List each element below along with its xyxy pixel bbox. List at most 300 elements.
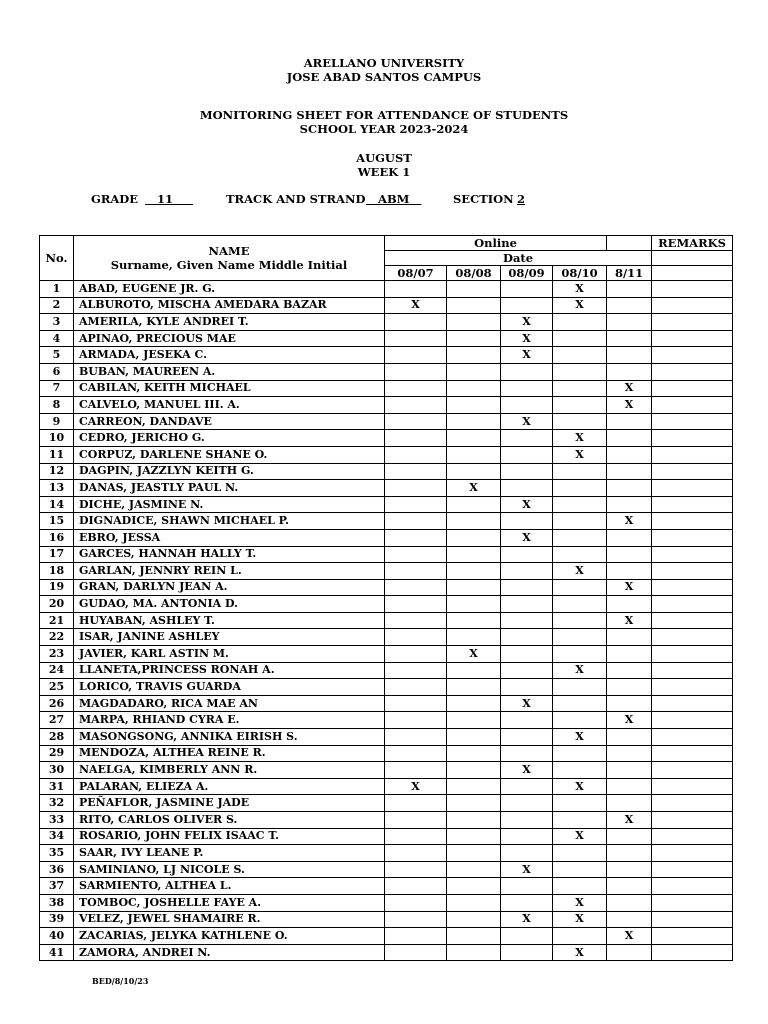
- attendance-mark: [447, 911, 501, 928]
- attendance-mark: X: [447, 646, 501, 663]
- table-row: [40, 878, 733, 895]
- student-name: CARREON, DANDAVE: [74, 413, 385, 430]
- attendance-mark: [385, 529, 447, 546]
- student-name: SAAR, IVY LEANE P.: [74, 845, 385, 862]
- attendance-mark: [501, 745, 553, 762]
- col-header-name: [74, 236, 385, 281]
- attendance-mark: [447, 861, 501, 878]
- remarks-cell: [652, 679, 733, 696]
- attendance-mark: [385, 812, 447, 829]
- attendance-mark: [501, 363, 553, 380]
- attendance-mark: [553, 413, 607, 430]
- remarks-cell: [652, 944, 733, 961]
- student-name: CABILAN, KEITH MICHAEL: [74, 380, 385, 397]
- student-name: PEÑAFLOR, JASMINE JADE: [74, 795, 385, 812]
- table-row: [40, 297, 733, 314]
- col-header-remarks: REMARKS: [652, 236, 733, 251]
- attendance-mark: [385, 695, 447, 712]
- attendance-mark: X: [501, 762, 553, 779]
- student-name: AMERILA, KYLE ANDREI T.: [74, 314, 385, 331]
- row-number: 37: [40, 878, 74, 895]
- student-name: EBRO, JESSA: [74, 529, 385, 546]
- remarks-cell: [652, 397, 733, 414]
- attendance-mark: [553, 712, 607, 729]
- attendance-mark: [607, 596, 652, 613]
- attendance-mark: [501, 878, 553, 895]
- remarks-cell: [652, 347, 733, 364]
- row-number: 7: [40, 380, 74, 397]
- attendance-mark: [607, 529, 652, 546]
- attendance-mark: [385, 612, 447, 629]
- attendance-mark: [501, 397, 553, 414]
- attendance-mark: [385, 745, 447, 762]
- attendance-mark: [385, 894, 447, 911]
- student-name: APINAO, PRECIOUS MAE: [74, 330, 385, 347]
- table-row: [40, 911, 733, 928]
- row-number: 10: [40, 430, 74, 447]
- attendance-mark: [447, 612, 501, 629]
- attendance-mark: [447, 513, 501, 530]
- attendance-mark: [385, 363, 447, 380]
- attendance-mark: X: [553, 778, 607, 795]
- attendance-mark: [385, 679, 447, 696]
- attendance-mark: [607, 795, 652, 812]
- attendance-mark: X: [553, 563, 607, 580]
- table-row: [40, 380, 733, 397]
- row-number: 1: [40, 281, 74, 298]
- date-col-4: 8/11: [607, 266, 652, 281]
- attendance-mark: [447, 695, 501, 712]
- attendance-mark: [447, 314, 501, 331]
- attendance-mark: [385, 845, 447, 862]
- attendance-mark: [385, 928, 447, 945]
- row-number: 28: [40, 729, 74, 746]
- attendance-mark: X: [501, 496, 553, 513]
- attendance-mark: [385, 513, 447, 530]
- attendance-mark: [607, 845, 652, 862]
- row-number: 11: [40, 446, 74, 463]
- attendance-mark: X: [607, 579, 652, 596]
- table-row: [40, 629, 733, 646]
- row-number: 30: [40, 762, 74, 779]
- attendance-mark: [607, 646, 652, 663]
- attendance-mark: [385, 861, 447, 878]
- attendance-mark: [607, 861, 652, 878]
- attendance-mark: [553, 330, 607, 347]
- student-name: GUDAO, MA. ANTONIA D.: [74, 596, 385, 613]
- row-number: 19: [40, 579, 74, 596]
- row-number: 39: [40, 911, 74, 928]
- attendance-mark: [385, 330, 447, 347]
- table-row: [40, 281, 733, 298]
- attendance-mark: [447, 828, 501, 845]
- attendance-mark: X: [607, 812, 652, 829]
- student-name: JAVIER, KARL ASTIN M.: [74, 646, 385, 663]
- attendance-mark: [385, 496, 447, 513]
- attendance-mark: [501, 297, 553, 314]
- remarks-cell: [652, 363, 733, 380]
- attendance-mark: [385, 646, 447, 663]
- attendance-mark: [553, 878, 607, 895]
- attendance-mark: [553, 762, 607, 779]
- row-number: 16: [40, 529, 74, 546]
- table-row: [40, 347, 733, 364]
- col-header-blank: [607, 236, 652, 251]
- student-name: DICHE, JASMINE N.: [74, 496, 385, 513]
- attendance-mark: [607, 546, 652, 563]
- table-row: [40, 579, 733, 596]
- attendance-mark: [607, 347, 652, 364]
- attendance-mark: [385, 911, 447, 928]
- row-number: 18: [40, 563, 74, 580]
- remarks-cell: [652, 778, 733, 795]
- remarks-cell: [652, 463, 733, 480]
- student-name: MARPA, RHIAND CYRA E.: [74, 712, 385, 729]
- attendance-mark: [607, 314, 652, 331]
- attendance-mark: [607, 729, 652, 746]
- row-number: 32: [40, 795, 74, 812]
- table-row: [40, 397, 733, 414]
- student-name: DAGPIN, JAZZLYN KEITH G.: [74, 463, 385, 480]
- attendance-mark: [553, 529, 607, 546]
- attendance-mark: [447, 795, 501, 812]
- attendance-mark: [385, 380, 447, 397]
- track-value: ABM: [378, 192, 410, 206]
- attendance-mark: [607, 778, 652, 795]
- attendance-mark: [447, 662, 501, 679]
- table-row: [40, 463, 733, 480]
- row-number: 34: [40, 828, 74, 845]
- row-number: 21: [40, 612, 74, 629]
- attendance-mark: X: [501, 330, 553, 347]
- student-name: BUBAN, MAUREEN A.: [74, 363, 385, 380]
- row-number: 17: [40, 546, 74, 563]
- row-number: 12: [40, 463, 74, 480]
- attendance-mark: X: [553, 944, 607, 961]
- attendance-mark: [607, 894, 652, 911]
- table-row: [40, 778, 733, 795]
- row-number: 23: [40, 646, 74, 663]
- attendance-mark: [553, 928, 607, 945]
- attendance-mark: [501, 563, 553, 580]
- attendance-mark: [501, 944, 553, 961]
- attendance-mark: [447, 745, 501, 762]
- table-row: [40, 330, 733, 347]
- attendance-mark: [447, 679, 501, 696]
- row-number: 31: [40, 778, 74, 795]
- remarks-cell: [652, 795, 733, 812]
- attendance-mark: [607, 911, 652, 928]
- attendance-table: [39, 235, 733, 961]
- row-number: 8: [40, 397, 74, 414]
- table-row: [40, 928, 733, 945]
- table-row: [40, 762, 733, 779]
- attendance-mark: [501, 579, 553, 596]
- student-name: MENDOZA, ALTHEA REINE R.: [74, 745, 385, 762]
- attendance-mark: [447, 347, 501, 364]
- row-number: 26: [40, 695, 74, 712]
- attendance-mark: [447, 944, 501, 961]
- attendance-mark: [385, 480, 447, 497]
- attendance-mark: [385, 729, 447, 746]
- attendance-mark: [447, 762, 501, 779]
- attendance-mark: X: [501, 861, 553, 878]
- attendance-mark: [501, 463, 553, 480]
- student-name: ABAD, EUGENE JR. G.: [74, 281, 385, 298]
- table-row: [40, 563, 733, 580]
- table-row: [40, 446, 733, 463]
- row-number: 15: [40, 513, 74, 530]
- attendance-mark: [607, 430, 652, 447]
- attendance-mark: [553, 480, 607, 497]
- attendance-mark: [607, 363, 652, 380]
- attendance-mark: [501, 612, 553, 629]
- remarks-cell: [652, 629, 733, 646]
- table-row: [40, 314, 733, 331]
- student-name: ZACARIAS, JELYKA KATHLENE O.: [74, 928, 385, 945]
- attendance-mark: [447, 397, 501, 414]
- attendance-mark: X: [385, 297, 447, 314]
- attendance-mark: [447, 712, 501, 729]
- attendance-mark: [447, 297, 501, 314]
- remarks-cell: [652, 646, 733, 663]
- remarks-cell: [652, 812, 733, 829]
- attendance-mark: [607, 281, 652, 298]
- attendance-mark: [385, 579, 447, 596]
- table-row: [40, 845, 733, 862]
- attendance-mark: [385, 446, 447, 463]
- attendance-mark: [607, 413, 652, 430]
- remarks-cell: [652, 861, 733, 878]
- attendance-mark: [385, 596, 447, 613]
- attendance-mark: [385, 463, 447, 480]
- remarks-cell: [652, 928, 733, 945]
- attendance-mark: [607, 679, 652, 696]
- month-label: AUGUST: [356, 151, 412, 165]
- student-name: NAELGA, KIMBERLY ANN R.: [74, 762, 385, 779]
- attendance-mark: [385, 347, 447, 364]
- attendance-mark: X: [607, 612, 652, 629]
- attendance-mark: [553, 596, 607, 613]
- table-row: [40, 712, 733, 729]
- row-number: 9: [40, 413, 74, 430]
- campus-name: JOSE ABAD SANTOS CAMPUS: [286, 70, 482, 84]
- table-row: [40, 828, 733, 845]
- table-row: [40, 363, 733, 380]
- student-name: SAMINIANO, LJ NICOLE S.: [74, 861, 385, 878]
- attendance-mark: [553, 314, 607, 331]
- attendance-mark: [501, 894, 553, 911]
- col-header-name-sub: Surname, Given Name Middle Initial: [110, 258, 348, 272]
- attendance-mark: [501, 662, 553, 679]
- student-name: HUYABAN, ASHLEY T.: [74, 612, 385, 629]
- row-number: 3: [40, 314, 74, 331]
- attendance-mark: [553, 646, 607, 663]
- attendance-mark: X: [501, 314, 553, 331]
- date-col-1: 08/08: [447, 266, 501, 281]
- student-name: ARMADA, JESEKA C.: [74, 347, 385, 364]
- remarks-cell: [652, 380, 733, 397]
- attendance-mark: [501, 646, 553, 663]
- student-name: PALARAN, ELIEZA A.: [74, 778, 385, 795]
- attendance-mark: [501, 845, 553, 862]
- attendance-mark: [501, 546, 553, 563]
- table-row: [40, 596, 733, 613]
- student-name: LORICO, TRAVIS GUARDA: [74, 679, 385, 696]
- row-number: 22: [40, 629, 74, 646]
- remarks-cell: [652, 712, 733, 729]
- remarks-cell: [652, 413, 733, 430]
- remarks-cell: [652, 612, 733, 629]
- student-name: MASONGSONG, ANNIKA EIRISH S.: [74, 729, 385, 746]
- student-name: VELEZ, JEWEL SHAMAIRE R.: [74, 911, 385, 928]
- attendance-mark: [553, 579, 607, 596]
- attendance-mark: [607, 662, 652, 679]
- student-name: CEDRO, JERICHO G.: [74, 430, 385, 447]
- table-row: [40, 745, 733, 762]
- attendance-mark: [385, 662, 447, 679]
- table-row: [40, 662, 733, 679]
- attendance-mark: [385, 314, 447, 331]
- attendance-mark: [553, 679, 607, 696]
- attendance-mark: [553, 513, 607, 530]
- attendance-mark: X: [553, 828, 607, 845]
- row-number: 14: [40, 496, 74, 513]
- attendance-mark: [501, 513, 553, 530]
- attendance-mark: [447, 380, 501, 397]
- student-name: GRAN, DARLYN JEAN A.: [74, 579, 385, 596]
- attendance-mark: [553, 363, 607, 380]
- remarks-cell: [652, 430, 733, 447]
- table-row: [40, 612, 733, 629]
- attendance-mark: [607, 297, 652, 314]
- student-name: RITO, CARLOS OLIVER S.: [74, 812, 385, 829]
- table-row: [40, 413, 733, 430]
- remarks-cell: [652, 529, 733, 546]
- attendance-mark: X: [501, 911, 553, 928]
- attendance-mark: [385, 546, 447, 563]
- attendance-mark: [607, 695, 652, 712]
- attendance-mark: X: [553, 911, 607, 928]
- remarks-cell: [652, 729, 733, 746]
- attendance-mark: [553, 629, 607, 646]
- attendance-mark: [385, 629, 447, 646]
- attendance-mark: [385, 795, 447, 812]
- attendance-mark: [501, 430, 553, 447]
- remarks-cell: [652, 579, 733, 596]
- attendance-mark: [501, 795, 553, 812]
- remarks-cell: [652, 496, 733, 513]
- row-number: 36: [40, 861, 74, 878]
- attendance-mark: [553, 463, 607, 480]
- attendance-mark: [447, 463, 501, 480]
- attendance-mark: [501, 281, 553, 298]
- student-name: CALVELO, MANUEL III. A.: [74, 397, 385, 414]
- attendance-mark: [385, 397, 447, 414]
- col-header-remarks-cont: [652, 266, 733, 281]
- attendance-mark: [447, 563, 501, 580]
- footer-code: BED/8/10/23: [92, 976, 149, 986]
- student-name: TOMBOC, JOSHELLE FAYE A.: [74, 894, 385, 911]
- table-row: [40, 795, 733, 812]
- table-row: [40, 496, 733, 513]
- track-label: TRACK AND STRAND: [226, 192, 366, 206]
- student-name: ALBUROTO, MISCHA AMEDARA BAZAR: [74, 297, 385, 314]
- attendance-mark: [607, 762, 652, 779]
- attendance-mark: [385, 413, 447, 430]
- attendance-mark: [447, 629, 501, 646]
- row-number: 27: [40, 712, 74, 729]
- remarks-cell: [652, 446, 733, 463]
- attendance-mark: [607, 944, 652, 961]
- remarks-cell: [652, 745, 733, 762]
- attendance-mark: [447, 430, 501, 447]
- grade-label: GRADE: [91, 192, 139, 206]
- attendance-mark: [553, 695, 607, 712]
- attendance-mark: [501, 828, 553, 845]
- attendance-mark: [447, 496, 501, 513]
- attendance-mark: [447, 878, 501, 895]
- remarks-cell: [652, 828, 733, 845]
- col-header-name-title: NAME: [208, 244, 250, 258]
- table-row: [40, 695, 733, 712]
- remarks-cell: [652, 480, 733, 497]
- attendance-mark: [607, 496, 652, 513]
- table-row: [40, 679, 733, 696]
- attendance-mark: X: [553, 430, 607, 447]
- attendance-mark: X: [501, 695, 553, 712]
- row-number: 38: [40, 894, 74, 911]
- attendance-mark: X: [553, 297, 607, 314]
- remarks-cell: [652, 762, 733, 779]
- row-number: 5: [40, 347, 74, 364]
- attendance-mark: [607, 563, 652, 580]
- table-row: [40, 729, 733, 746]
- table-row: [40, 529, 733, 546]
- attendance-mark: [553, 397, 607, 414]
- row-number: 20: [40, 596, 74, 613]
- attendance-mark: [385, 762, 447, 779]
- student-name: LLANETA,PRINCESS RONAH A.: [74, 662, 385, 679]
- student-name: MAGDADARO, RICA MAE AN: [74, 695, 385, 712]
- date-col-2: 08/09: [501, 266, 553, 281]
- student-name: SARMIENTO, ALTHEA L.: [74, 878, 385, 895]
- attendance-mark: [501, 596, 553, 613]
- sheet-title: MONITORING SHEET FOR ATTENDANCE OF STUDENTS: [199, 108, 569, 122]
- remarks-cell: [652, 878, 733, 895]
- grade-value: 11: [157, 192, 174, 206]
- attendance-mark: [553, 496, 607, 513]
- week-label: WEEK 1: [357, 165, 411, 179]
- attendance-mark: [501, 446, 553, 463]
- attendance-mark: [553, 745, 607, 762]
- attendance-mark: [501, 380, 553, 397]
- attendance-mark: [447, 845, 501, 862]
- col-header-online: Online: [385, 236, 607, 251]
- student-name: DANAS, JEASTLY PAUL N.: [74, 480, 385, 497]
- attendance-mark: [385, 828, 447, 845]
- row-number: 24: [40, 662, 74, 679]
- attendance-mark: [501, 729, 553, 746]
- attendance-mark: X: [553, 446, 607, 463]
- col-header-remarks-cont: [652, 251, 733, 266]
- row-number: 35: [40, 845, 74, 862]
- attendance-mark: [447, 446, 501, 463]
- section-value: 2: [517, 192, 526, 206]
- attendance-mark: [447, 812, 501, 829]
- student-name: ROSARIO, JOHN FELIX ISAAC T.: [74, 828, 385, 845]
- attendance-mark: [447, 330, 501, 347]
